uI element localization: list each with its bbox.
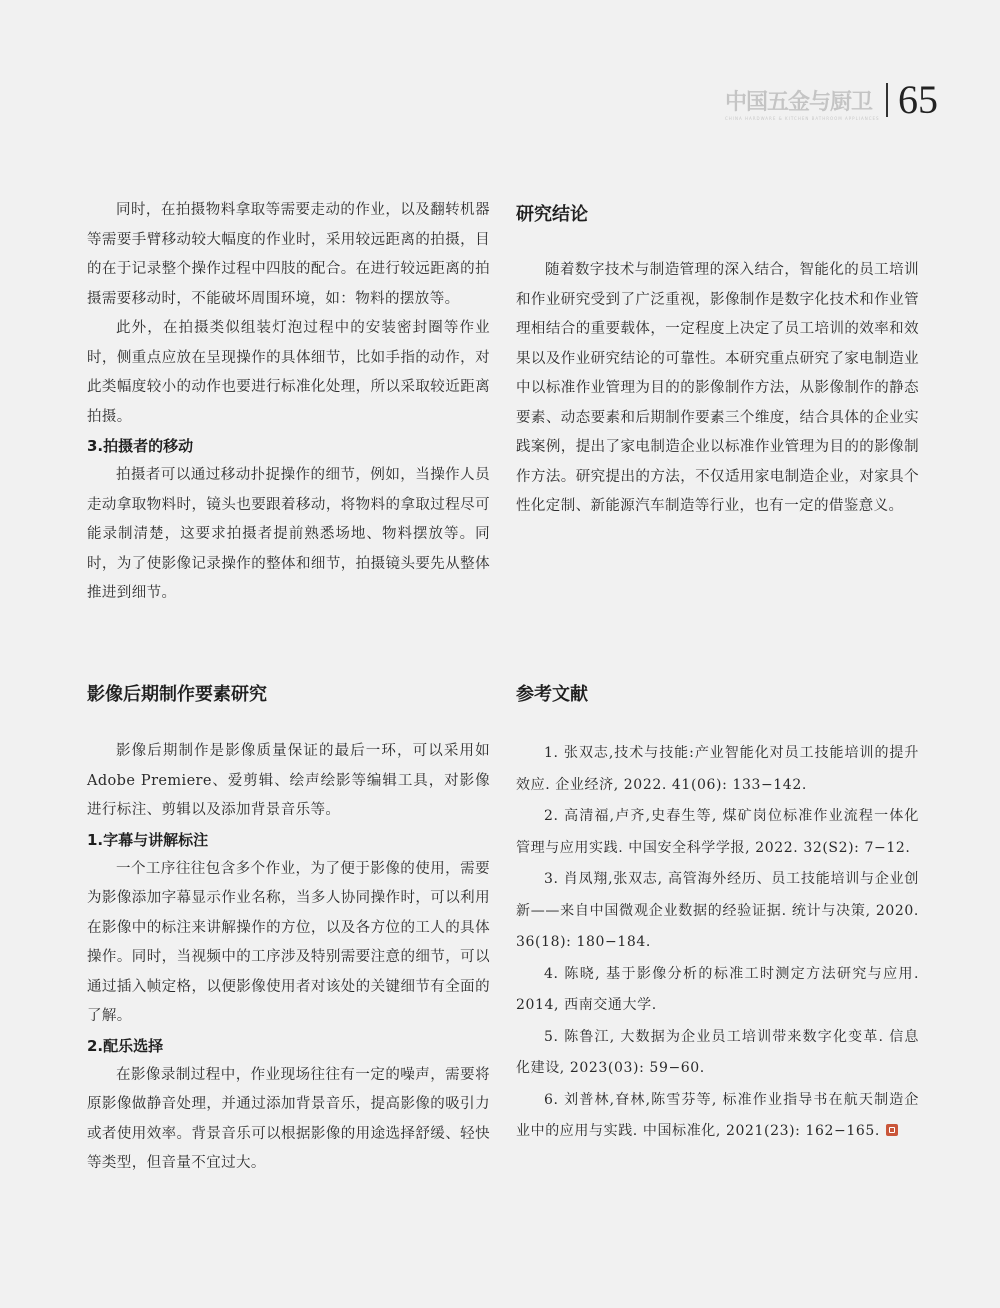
references-heading-container xyxy=(516,680,919,706)
subsection-heading: 3.拍摄者的移动 xyxy=(87,437,194,455)
page-number: 65 xyxy=(898,77,938,122)
paragraph: 在影像录制过程中，作业现场往往有一定的噪声，需要将原影像做静音处理，并通过添加背景音乐，提高影像的吸引力或者使用效率。背景音乐可以根据影像的用途选择舒缓、轻快等类型，但音量不宜过大。 xyxy=(87,1066,490,1171)
reference-item: 2. 高清福,卢齐,史春生等, 煤矿岗位标准作业流程一体化管理与应用实践. 中国安全科学学报, 2022. 32(S2): 7−12. xyxy=(516,808,919,856)
reference-item: 5. 陈鲁江, 大数据为企业员工培训带来数字化变革. 信息化建设, 2023(03): 59−60. xyxy=(516,1028,919,1076)
reference-item: 1. 张双志,技术与技能:产业智能化对员工技能培训的提升效应. 企业经济, 2022. 41(06): 133−142. xyxy=(516,745,919,793)
header-divider xyxy=(886,83,888,117)
paragraph: 此外，在拍摄类似组装灯泡过程中的安装密封圈等作业时，侧重点应放在呈现操作的具体细节，比如手指的动作，对此类幅度较小的动作也要进行标准化处理，所以采取较近距离拍摄。 xyxy=(87,320,490,425)
reference-item: 4. 陈晓, 基于影像分析的标准工时测定方法研究与应用. 2014, 西南交通大学. xyxy=(516,965,919,1013)
reference-item-last xyxy=(516,1085,919,1148)
paragraph: 一个工序往往包含多个作业，为了便于影像的使用，需要为影像添加字幕显示作业名称，当多人协同操作时，可以利用在影像中的标注来讲解操作的方位，以及各方位的工人的具体操作。同时，当视频中的工序涉及特别需要注意的细节，可以通过插入帧定格，以便影像使用者对该处的关键细节有全面的了解。 xyxy=(87,860,490,1024)
left-column-top xyxy=(87,196,490,609)
conclusion-heading: 研究结论 xyxy=(516,204,588,225)
paragraph: 影像后期制作是影像质量保证的最后一环，可以采用如Adobe Premiere、爱剪辑、绘声绘影等编辑工具，对影像进行标注、剪辑以及添加背景音乐等。 xyxy=(87,743,490,818)
paragraph: 同时，在拍摄物料拿取等需要走动的作业，以及翻转机器等需要手臂移动较大幅度的作业时，采用较远距离的拍摄，目的在于记录整个操作过程中四肢的配合。在进行较远距离的拍摄需要移动时，不能破坏周围环境，如：物料的摆放等。 xyxy=(87,202,490,307)
paragraph: 拍摄者可以通过移动扑捉操作的细节，例如，当操作人员走动拿取物料时，镜头也要跟着移动，将物料的拿取过程尽可能录制清楚，这要求拍摄者提前熟悉场地、物料摆放等。同时，为了使影像记录操作的整体和细节，拍摄镜头要先从整体推进到细节。 xyxy=(87,467,490,601)
subsection-heading: 2.配乐选择 xyxy=(87,1036,164,1055)
article-end-icon xyxy=(886,1124,898,1136)
references-list xyxy=(516,738,919,1148)
logo-text: 中国五金与厨卫 xyxy=(724,89,872,115)
page-header xyxy=(725,78,938,122)
conclusion-body xyxy=(516,256,919,522)
magazine-logo xyxy=(724,85,886,121)
conclusion-paragraph: 随着数字技术与制造管理的深入结合，智能化的员工培训和作业研究受到了广泛重视，影像制作是数字化技术和作业管理相结合的重要载体，一定程度上决定了员工培训的效率和效果以及作业研究结论的可靠性。本研究重点研究了家电制造业中以标准作业管理为目的的影像制作方法，从影像制作的静态要素、动态要素和后期制作要素三个维度，结合具体的企业实践案例，提出了家电制造企业以标准作业管理为目的的影像制作方法。研究提出的方法，不仅适用家电制造企业，对家具个性化定制、新能源汽车制造等行业，也有一定的借鉴意义。 xyxy=(516,262,919,514)
left-column-bottom xyxy=(87,737,490,1179)
section-heading-container xyxy=(87,680,490,706)
reference-item: 3. 肖凤翔,张双志, 高管海外经历、员工技能培训与企业创新——来自中国微观企业数据的经验证据. 统计与决策, 2020. 36(18): 180−184. xyxy=(516,871,919,950)
references-heading: 参考文献 xyxy=(516,684,588,705)
subsection-heading: 1.字幕与讲解标注 xyxy=(87,830,209,849)
section-heading: 影像后期制作要素研究 xyxy=(87,684,267,705)
reference-text: 6. 刘普林,眘林,陈雪芬等, 标准作业指导书在航天制造企业中的应用与实践. 中国标准化, 2021(23): 162−165. xyxy=(516,1091,919,1139)
conclusion-heading-container xyxy=(516,200,919,226)
logo-subtext: CHINA HARDWARE & KITCHEN BATHROOM APPLIANCES xyxy=(724,115,880,121)
